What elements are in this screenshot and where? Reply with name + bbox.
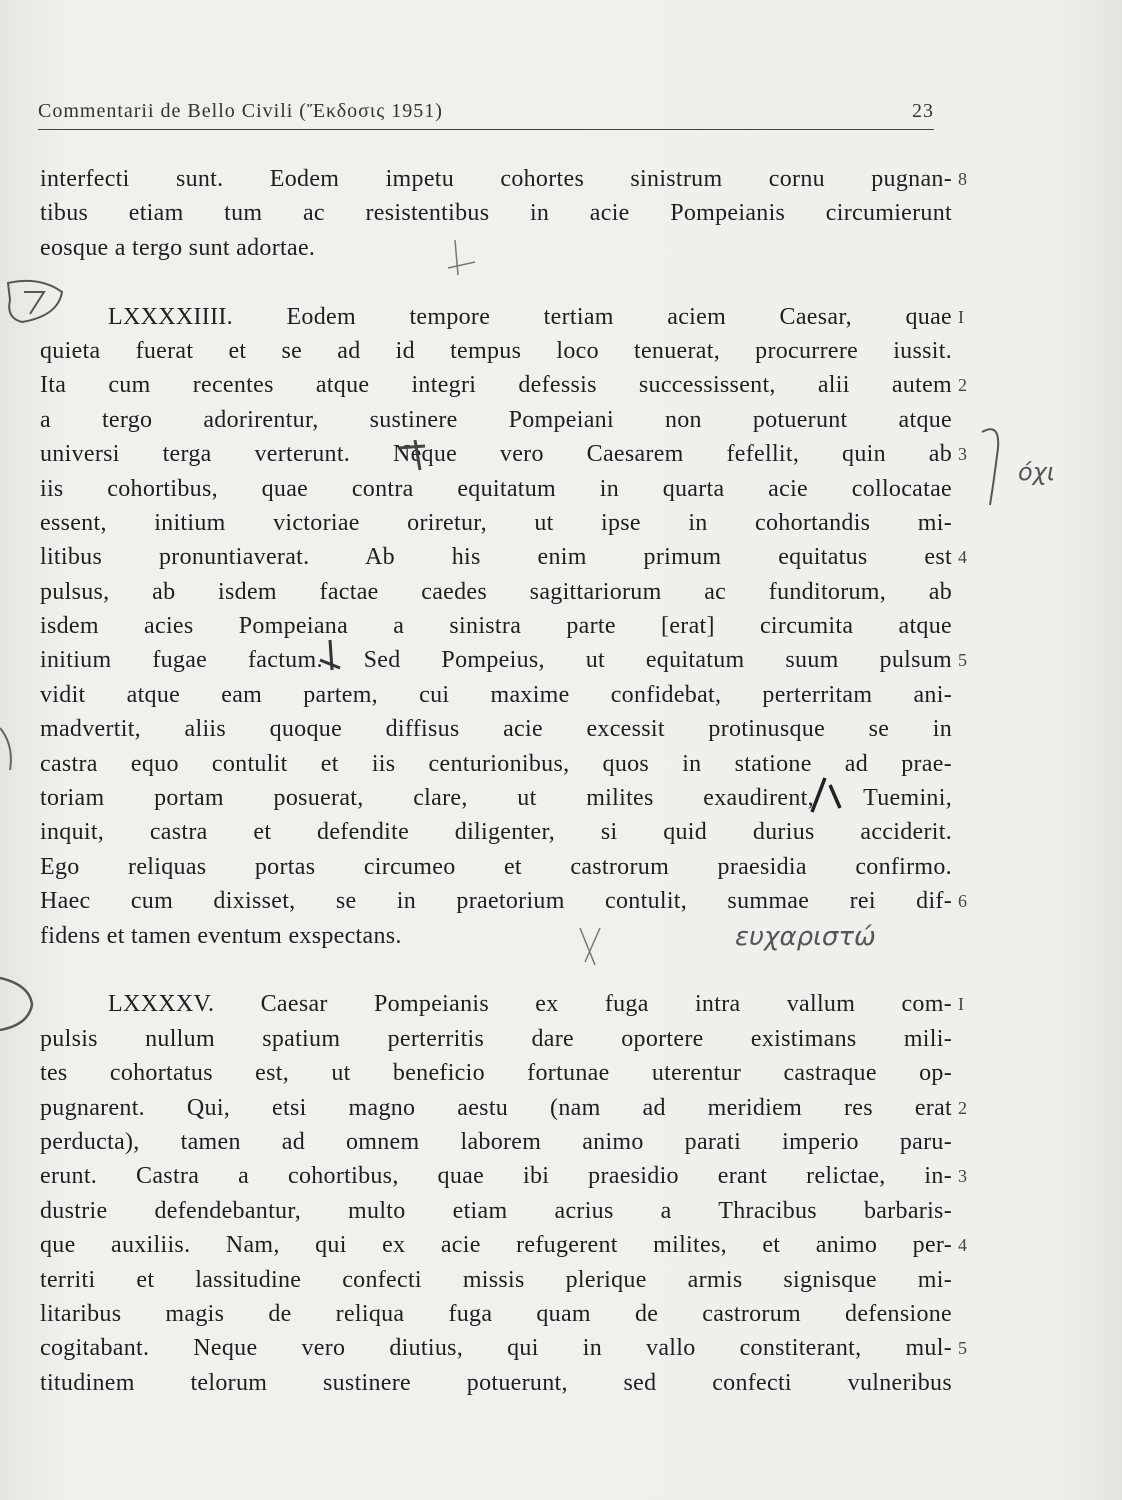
text-line: litibus pronuntiaverat. Ab his enim primum equitatus est 4 bbox=[40, 540, 952, 574]
section-number: 4 bbox=[958, 1235, 968, 1256]
text-line: toriam portam posuerat, clare, ut milites exaudirent, Tuemini, bbox=[40, 785, 952, 812]
text-line: litaribus magis de reliqua fuga quam de castrorum defensione bbox=[40, 1300, 952, 1327]
text-line: interfecti sunt. Eodem impetu cohortes sinistrum cornu pugnan- 8 bbox=[40, 162, 952, 196]
note-below-paragraph: ευχαριστώ bbox=[735, 922, 876, 952]
section-number: 8 bbox=[958, 169, 968, 189]
text-line: Ego reliquas portas circumeo et castrorum praesidia confirmo. bbox=[40, 853, 952, 880]
text-line: erunt. Castra a cohortibus, quae ibi praesidio erant relictae, in- 3 bbox=[40, 1159, 952, 1193]
text-line: essent, initium victoriae oriretur, ut ipse in cohortandis mi- bbox=[40, 509, 952, 536]
text-line: perducta), tamen ad omnem laborem animo parati imperio paru- bbox=[40, 1128, 952, 1155]
section-number: 5 bbox=[958, 1338, 968, 1359]
text-line: Ita cum recentes atque integri defessis successissent, alii autem 2 bbox=[40, 368, 952, 402]
text-line: titudinem telorum sustinere potuerunt, sed confecti vulneribus bbox=[40, 1369, 952, 1396]
text-line: universi terga verterunt. Neque vero Caesarem fefellit, quin ab 3 bbox=[40, 437, 952, 471]
text-line: quieta fuerat et se ad id tempus loco tenuerat, procurrere iussit. bbox=[40, 337, 952, 364]
page-number: 23 bbox=[912, 100, 934, 122]
text-line: pulsus, ab isdem factae caedes sagittariorum ac funditorum, ab bbox=[40, 578, 952, 605]
text-line: eosque a tergo sunt adortae. bbox=[40, 234, 316, 261]
text-line: cogitabant. Neque vero diutius, qui in vallo constiterant, mul- 5 bbox=[40, 1331, 952, 1365]
text-line: isdem acies Pompeiana a sinistra parte [erat] circumita atque bbox=[40, 613, 952, 640]
section-number: 2 bbox=[958, 1097, 968, 1118]
text-line: fidens et tamen eventum exspectans. bbox=[40, 922, 402, 949]
section-number: I bbox=[958, 306, 965, 327]
text-line: vidit atque eam partem, cui maxime confidebat, perterritam ani- bbox=[40, 681, 952, 708]
bracket-mark bbox=[982, 429, 998, 505]
section-number: 4 bbox=[958, 547, 968, 568]
section-number: 2 bbox=[958, 375, 968, 396]
text-line: castra equo contulit et iis centurionibus, quos in statione ad prae- bbox=[40, 750, 952, 777]
text-line: inquit, castra et defendite diligenter, si quid durius acciderit. bbox=[40, 819, 952, 846]
section-number: 3 bbox=[958, 1166, 968, 1187]
text-line: tibus etiam tum ac resistentibus in acie Pompeianis circumierunt bbox=[40, 200, 952, 227]
circled-nine-mark bbox=[0, 978, 32, 1030]
text-line: pugnarent. Qui, etsi magno aestu (nam ad meridiem res erat 2 bbox=[40, 1091, 952, 1125]
text-line: tes cohortatus est, ut beneficio fortunae uterentur castraque op- bbox=[40, 1060, 952, 1087]
text-line: LXXXXV. Caesar Pompeianis ex fuga intra vallum com- I bbox=[40, 987, 952, 1021]
section-number: 3 bbox=[958, 444, 968, 465]
text-line: madvertit, aliis quoque diffisus acie excessit protinusque se in bbox=[40, 716, 952, 743]
text-line: territi et lassitudine confecti missis plerique armis signisque mi- bbox=[40, 1266, 952, 1293]
text-line: dustrie defendebantur, multo etiam acrius a Thracibus barbaris- bbox=[40, 1197, 952, 1224]
text-line: Haec cum dixisset, se in praetorium contulit, summae rei dif- 6 bbox=[40, 884, 952, 918]
text-line: pulsis nullum spatium perterritis dare oportere existimans mili- bbox=[40, 1025, 952, 1052]
running-title: Commentarii de Bello Civili (Ἔκδοσις 1951) bbox=[38, 100, 443, 122]
margin-note-right: όχι bbox=[1018, 458, 1056, 486]
text-line: a tergo adorirentur, sustinere Pompeiani non potuerunt atque bbox=[40, 406, 952, 433]
text-line: initium fugae factum. Sed Pompeius, ut equitatum suum pulsum 5 bbox=[40, 643, 952, 677]
text-line: iis cohortibus, quae contra equitatum in quarta acie collocatae bbox=[40, 475, 952, 502]
text-line: que auxiliis. Nam, qui ex acie refugerent milites, et animo per- 4 bbox=[40, 1228, 952, 1262]
circled-seven-mark bbox=[8, 281, 62, 322]
section-number: 6 bbox=[958, 891, 968, 912]
section-number: I bbox=[958, 994, 965, 1015]
section-number: 5 bbox=[958, 650, 968, 671]
text-line: LXXXXIIII. Eodem tempore tertiam aciem Caesar, quae I bbox=[40, 300, 952, 334]
